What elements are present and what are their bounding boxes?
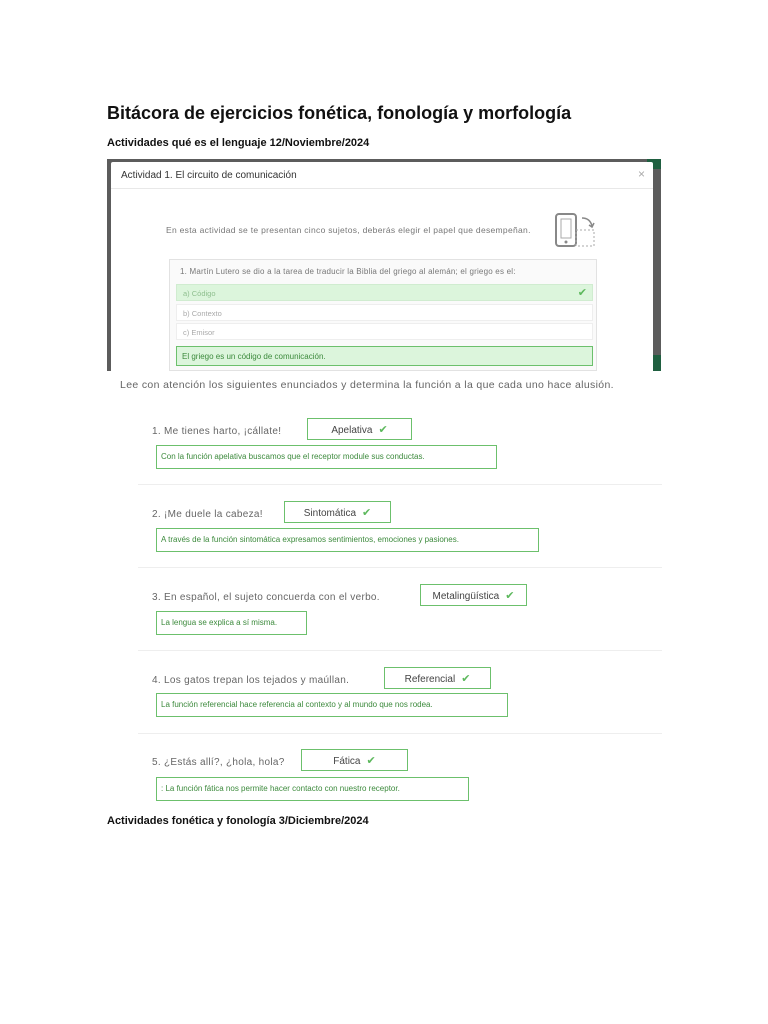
answer-badge[interactable] xyxy=(301,749,408,771)
check-icon: ✔ xyxy=(378,424,388,436)
item-sentence: 4. Los gatos trepan los tejados y maúllan. xyxy=(152,675,350,686)
check-icon: ✔ xyxy=(505,590,515,602)
answer-label: Referencial xyxy=(404,674,456,685)
check-icon: ✔ xyxy=(366,755,376,767)
option-label: a) Código xyxy=(183,289,216,298)
activity-modal xyxy=(111,162,653,371)
option-label: b) Contexto xyxy=(183,309,222,318)
feedback-message: El griego es un código de comunicación. xyxy=(176,346,593,366)
activity-screenshot xyxy=(107,159,661,371)
rotate-device-icon xyxy=(554,212,598,250)
item-sentence: 1. Me tienes harto, ¡cállate! xyxy=(152,426,282,437)
check-icon: ✔ xyxy=(362,507,372,519)
divider xyxy=(138,650,662,651)
item-sentence: 2. ¡Me duele la cabeza! xyxy=(152,509,263,520)
option-codigo[interactable] xyxy=(176,284,593,301)
modal-header xyxy=(111,162,653,189)
answer-label: Metalingüística xyxy=(432,591,500,602)
activity-intro: En esta actividad se te presentan cinco sujetos, deberás elegir el papel que desempeñan. xyxy=(166,225,531,235)
divider xyxy=(138,567,662,568)
answer-badge[interactable] xyxy=(284,501,391,523)
check-icon: ✔ xyxy=(577,287,587,299)
answer-badge[interactable] xyxy=(307,418,412,440)
option-label: c) Emisor xyxy=(183,328,215,337)
option-emisor[interactable] xyxy=(176,323,593,340)
option-contexto[interactable] xyxy=(176,304,593,321)
explanation-box: : La función fática nos permite hacer contacto con nuestro receptor. xyxy=(156,777,469,801)
divider xyxy=(138,733,662,734)
item-sentence: 3. En español, el sujeto concuerda con el verbo. xyxy=(152,592,380,603)
question-card xyxy=(169,259,597,371)
answer-label: Sintomática xyxy=(303,508,357,519)
answer-label: Fática xyxy=(333,756,361,767)
answer-badge[interactable] xyxy=(420,584,527,606)
question-text: 1. Martín Lutero se dio a la tarea de traducir la Biblia del griego al alemán; el griego es el: xyxy=(180,267,516,276)
explanation-box: La función referencial hace referencia al contexto y al mundo que nos rodea. xyxy=(156,693,508,717)
check-icon: ✔ xyxy=(461,673,471,685)
answer-badge[interactable] xyxy=(384,667,491,689)
close-icon[interactable]: × xyxy=(637,167,645,181)
exercise-instructions: Lee con atención los siguientes enunciados y determina la función a la que cada uno hace alusión. xyxy=(120,379,614,391)
section-heading-lenguaje: Actividades qué es el lenguaje 12/Noviembre/2024 xyxy=(107,137,370,149)
modal-title: Actividad 1. El circuito de comunicación xyxy=(121,170,297,181)
document-title: Bitácora de ejercicios fonética, fonología y morfología xyxy=(107,103,572,123)
explanation-box: A través de la función sintomática expresamos sentimientos, emociones y pasiones. xyxy=(156,528,539,552)
explanation-box: Con la función apelativa buscamos que el receptor module sus conductas. xyxy=(156,445,497,469)
divider xyxy=(138,484,662,485)
item-sentence: 5. ¿Estás allí?, ¿hola, hola? xyxy=(152,757,285,768)
explanation-box: La lengua se explica a sí misma. xyxy=(156,611,307,635)
section-heading-fonetica: Actividades fonética y fonología 3/Diciembre/2024 xyxy=(107,815,369,827)
answer-label: Apelativa xyxy=(331,425,373,436)
